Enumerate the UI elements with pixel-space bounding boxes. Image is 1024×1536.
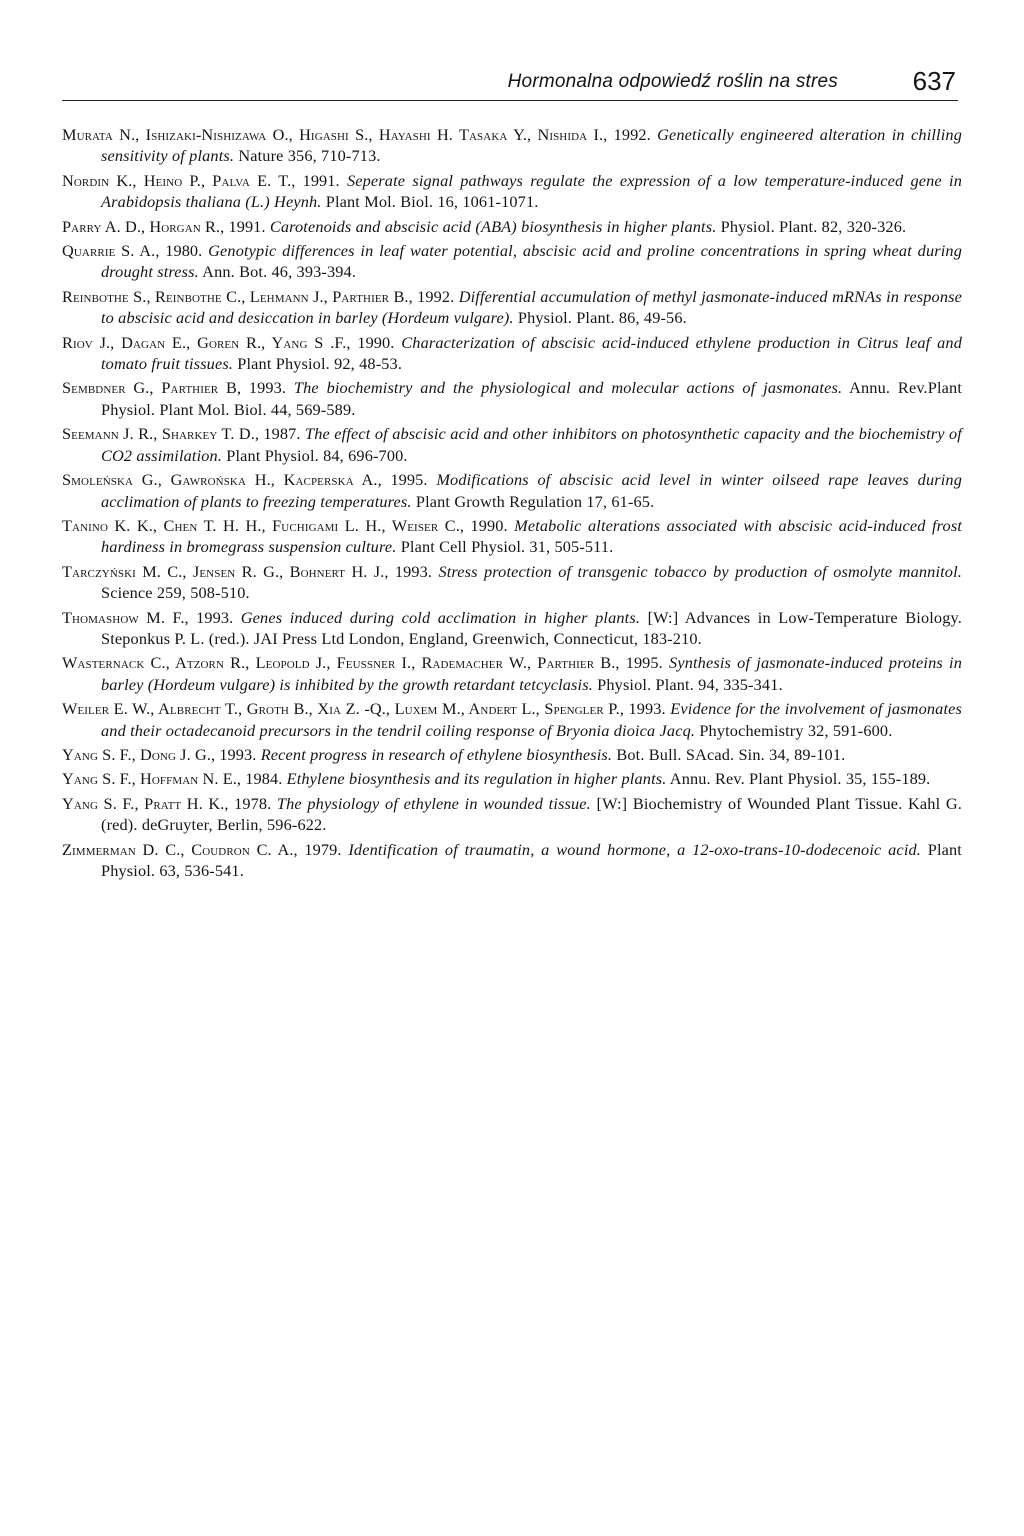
reference-title: Seperate signal pathways regulate the expression of a low temperature-induced gene in Arabidopsis thaliana (L.) Heynh. (101, 170, 962, 212)
reference-item (62, 240, 962, 283)
reference-title: Stress protection of transgenic tobacco by production of osmolyte mannitol. (438, 561, 962, 581)
reference-list (62, 124, 962, 884)
reference-item (62, 469, 962, 512)
reference-item (62, 423, 962, 466)
reference-item (62, 377, 962, 420)
reference-source: Bot. Bull. SAcad. Sin. 34, 89-101. (616, 744, 846, 764)
reference-title: The biochemistry and the physiological and molecular actions of jasmonates. (293, 378, 843, 398)
reference-source: Plant Physiol. 84, 696-700. (226, 445, 408, 465)
reference-title: The physiology of ethylene in wounded tissue. (276, 793, 591, 813)
reference-source: Physiol. Plant. 82, 320-326. (720, 216, 907, 236)
reference-source: Science 259, 508-510. (101, 583, 250, 603)
reference-authors: Wasternack C., Atzorn R., Leopold J., Feussner I., Rademacher W., Parthier B., 1995. (62, 653, 663, 673)
reference-source: Nature 356, 710-713. (238, 146, 381, 166)
reference-title: The effect of abscisic acid and other inhibitors on photosynthetic capacity and the biochemistry of CO2 assimilation. (101, 424, 962, 465)
reference-title: Identification of traumatin, a wound hormone, a 12-oxo-trans-10-dodecenoic acid. (348, 839, 921, 859)
reference-source: Annu. Rev.Plant Physiol. Plant Mol. Biol. 44, 569-589. (101, 378, 962, 419)
reference-title: Ethylene biosynthesis and its regulation in higher plants. (286, 769, 667, 789)
reference-authors: Riov J., Dagan E., Goren R., Yang S .F., 1990. (62, 332, 395, 352)
reference-title: Genes induced during cold acclimation in higher plants. (240, 607, 641, 627)
reference-title: Genetically engineered alteration in chilling sensitivity of plants. (101, 125, 962, 166)
reference-item (62, 124, 962, 167)
reference-source: Plant Growth Regulation 17, 61-65. (415, 491, 655, 511)
reference-source: Plant Physiol. 63, 536-541. (101, 839, 962, 880)
reference-title: Carotenoids and abscisic acid (ABA) biosynthesis in higher plants. (269, 216, 717, 236)
reference-authors: Quarrie S. A., 1980. (62, 241, 203, 261)
reference-source: Physiol. Plant. 94, 335-341. (597, 674, 783, 694)
reference-item (62, 561, 962, 604)
reference-source: [W:] Biochemistry of Wounded Plant Tissue. Kahl G. (red). deGruyter, Berlin, 596-622. (101, 793, 963, 835)
reference-title: Metabolic alterations associated with abscisic acid-induced frost hardiness in bromegrass suspension culture. (101, 515, 962, 557)
reference-source: [W:] Advances in Low-Temperature Biology. Steponkus P. L. (red.). JAI Press Ltd London, England, Greenwich, Connecticut, 183-210. (101, 607, 962, 648)
reference-authors: Smoleńska G., Gawrońska H., Kacperska A., 1995. (62, 470, 428, 490)
reference-authors: Yang S. F., Pratt H. K., 1978. (62, 793, 272, 813)
running-title: Hormonalna odpowiedź roślin na stres (507, 71, 838, 92)
reference-authors: Murata N., Ishizaki-Nishizawa O., Higashi S., Hayashi H. Tasaka Y., Nishida I., 1992. (62, 125, 651, 144)
reference-authors: Reinbothe S., Reinbothe C., Lehmann J., Parthier B., 1992. (62, 286, 455, 306)
reference-item (62, 793, 962, 836)
reference-title: Genotypic differences in leaf water potential, abscisic acid and proline concentrations in spring wheat during drought stress. (101, 241, 962, 282)
reference-title: Modifications of abscisic acid level in winter oilseed rape leaves during acclimation of plants to freezing temperatures. (101, 470, 962, 511)
reference-title: Evidence for the involvement of jasmonates and their octadecanoid precursors in the tendril coiling response of Bryonia dioica Jacq. (101, 699, 962, 740)
reference-item (62, 744, 962, 765)
reference-authors: Parry A. D., Horgan R., 1991. (62, 216, 266, 236)
reference-item (62, 332, 962, 375)
reference-authors: Weiler E. W., Albrecht T., Groth B., Xia Z. -Q., Luxem M., Andert L., Spengler P., 1993. (62, 699, 666, 719)
reference-item (62, 698, 962, 741)
reference-title: Recent progress in research of ethylene biosynthesis. (260, 744, 613, 764)
reference-source: Physiol. Plant. 86, 49-56. (517, 308, 687, 328)
reference-item (62, 768, 962, 789)
reference-source: Plant Cell Physiol. 31, 505-511. (400, 537, 614, 557)
reference-item (62, 170, 962, 213)
reference-item (62, 515, 962, 558)
reference-title: Synthesis of jasmonate-induced proteins in barley (Hordeum vulgare) is inhibited by the growth retardant tetcyclasis. (101, 653, 962, 694)
page-number: 637 (912, 66, 956, 96)
reference-authors: Yang S. F., Hoffman N. E., 1984. (62, 769, 283, 789)
reference-authors: Nordin K., Heino P., Palva E. T., 1991. (62, 170, 340, 190)
reference-authors: Tarczyński M. C., Jensen R. G., Bohnert H. J., 1993. (62, 561, 433, 581)
reference-authors: Zimmerman D. C., Coudron C. A., 1979. (62, 839, 342, 859)
reference-authors: Tanino K. K., Chen T. H. H., Fuchigami L. H., Weiser C., 1990. (62, 515, 508, 535)
reference-item (62, 607, 962, 650)
page-header (62, 68, 958, 101)
reference-item (62, 216, 962, 237)
reference-authors: Sembdner G., Parthier B, 1993. (62, 378, 287, 398)
reference-item (62, 286, 962, 329)
reference-source: Phytochemistry 32, 591-600. (699, 720, 893, 740)
reference-authors: Thomashow M. F., 1993. (62, 607, 234, 627)
reference-source: Annu. Rev. Plant Physiol. 35, 155-189. (669, 769, 931, 789)
reference-source: Ann. Bot. 46, 393-394. (202, 262, 357, 282)
reference-source: Plant Mol. Biol. 16, 1061-1071. (325, 192, 539, 212)
reference-authors: Yang S. F., Dong J. G., 1993. (62, 744, 257, 764)
reference-title: Differential accumulation of methyl jasmonate-induced mRNAs in response to abscisic acid and desiccation in barley (Hordeum vulgare). (101, 286, 962, 328)
reference-title: Characterization of abscisic acid-induced ethylene production in Citrus leaf and tomato fruit tissues. (101, 332, 962, 374)
reference-item (62, 652, 962, 695)
reference-authors: Seemann J. R., Sharkey T. D., 1987. (62, 424, 301, 444)
reference-item (62, 839, 962, 882)
reference-source: Plant Physiol. 92, 48-53. (237, 354, 403, 374)
